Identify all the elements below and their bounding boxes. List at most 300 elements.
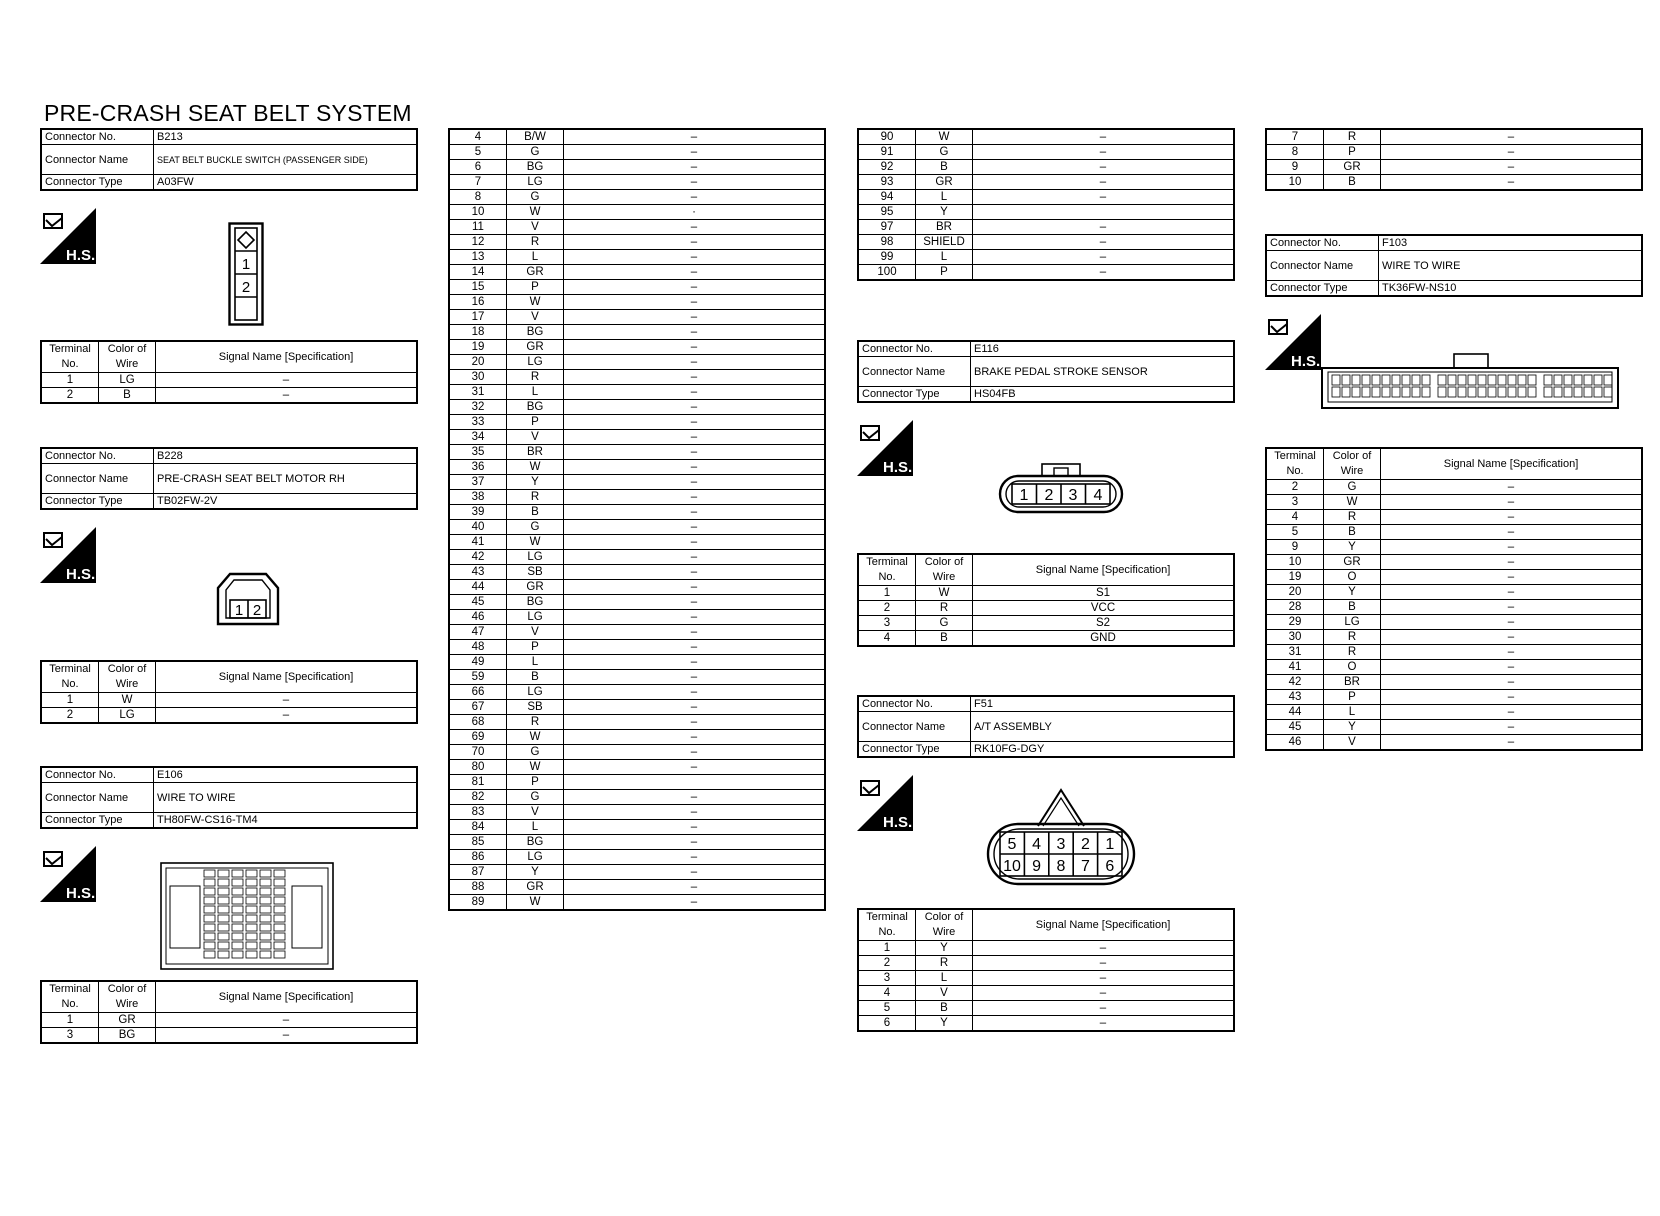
table-row (858, 175, 1234, 190)
pin-label: 3 (1056, 836, 1066, 853)
signal-cell: – (156, 708, 418, 724)
signal-cell: – (156, 373, 418, 388)
terminal-cavity (204, 924, 215, 931)
terminal-cavity (218, 897, 229, 904)
terminal-cavity (1518, 375, 1526, 385)
color-cell: V (507, 430, 564, 445)
hs-text: H.S. (883, 459, 913, 476)
terminal-cavity (1488, 375, 1496, 385)
table-row (858, 250, 1234, 265)
connector-no-label: Connector No. (1266, 235, 1379, 251)
color-of-wire-header: Color of Wire (916, 909, 973, 941)
color-cell: L (916, 971, 973, 986)
signal-name-header: Signal Name [Specification] (156, 661, 418, 693)
terminal-cell: 1 (41, 373, 99, 388)
terminal-cell: 41 (1266, 660, 1324, 675)
terminal-cell: 42 (449, 550, 507, 565)
terminal-cavity (1564, 387, 1572, 397)
connector-name-label: Connector Name (41, 145, 154, 175)
hs-badge-icon (40, 846, 96, 902)
color-cell: L (507, 655, 564, 670)
signal-cell: – (156, 1028, 418, 1044)
connector-type-label: Connector Type (41, 494, 154, 510)
signal-cell: – (1381, 495, 1643, 510)
terminal-cavity (246, 951, 257, 958)
color-cell: Y (916, 1016, 973, 1032)
pin-label: 1 (1105, 836, 1115, 853)
terminal-cavity (246, 924, 257, 931)
signal-name-header: Signal Name [Specification] (973, 909, 1235, 941)
terminal-cavity (232, 879, 243, 886)
connector-e106-face (160, 862, 334, 970)
signal-cell: – (973, 986, 1235, 1001)
terminal-cell: 4 (449, 129, 507, 145)
terminal-cavity (1584, 375, 1592, 385)
connector-info-f103 (1265, 234, 1643, 297)
terminal-cell: 85 (449, 835, 507, 850)
table-row (858, 129, 1234, 145)
terminal-cell: 67 (449, 700, 507, 715)
color-cell: GR (99, 1013, 156, 1028)
table-row (449, 895, 825, 911)
terminal-cavity (1544, 375, 1552, 385)
color-cell: L (507, 385, 564, 400)
terminal-cell: 94 (858, 190, 916, 205)
table-row (1266, 175, 1642, 191)
signal-cell: – (564, 685, 826, 700)
connector-name-value: PRE-CRASH SEAT BELT MOTOR RH (154, 464, 418, 494)
terminal-cavity (246, 888, 257, 895)
terminal-cell: 49 (449, 655, 507, 670)
terminal-cavity (246, 897, 257, 904)
color-cell: G (916, 145, 973, 160)
terminal-cell: 45 (1266, 720, 1324, 735)
terminal-cavity (246, 870, 257, 877)
signal-cell: – (973, 129, 1235, 145)
terminal-cavity (246, 915, 257, 922)
color-cell: GR (507, 265, 564, 280)
terminal-cavity (218, 933, 229, 940)
terminal-cell: 1 (858, 586, 916, 601)
terminal-cavity (1342, 387, 1350, 397)
table-row (449, 865, 825, 880)
color-cell: BG (99, 1028, 156, 1044)
table-row (449, 715, 825, 730)
table-row (449, 850, 825, 865)
signal-cell: – (564, 490, 826, 505)
terminal-cell: 3 (41, 1028, 99, 1044)
terminal-cell: 48 (449, 640, 507, 655)
terminal-cavity (232, 933, 243, 940)
pin-label: 5 (1007, 836, 1017, 853)
terminal-cell: 46 (1266, 735, 1324, 751)
color-cell: B (507, 670, 564, 685)
terminal-cell: 8 (449, 190, 507, 205)
signal-cell: – (564, 460, 826, 475)
terminal-cavity (1352, 375, 1360, 385)
terminal-cell: 7 (1266, 129, 1324, 145)
table-row (41, 1028, 417, 1044)
table-row (449, 250, 825, 265)
table-row (41, 388, 417, 404)
color-cell: G (507, 145, 564, 160)
signal-cell: – (564, 715, 826, 730)
signal-name-header: Signal Name [Specification] (156, 981, 418, 1013)
pin-label: 7 (1080, 858, 1090, 875)
connector-no-value: B228 (154, 448, 418, 464)
terminal-cell: 12 (449, 235, 507, 250)
connector-info-b213 (40, 128, 418, 191)
color-cell: W (1324, 495, 1381, 510)
table-row (449, 625, 825, 640)
connector-name-value: A/T ASSEMBLY (971, 712, 1235, 742)
terminal-no-header: Terminal No. (41, 341, 99, 373)
table-row (449, 145, 825, 160)
terminal-cell: 84 (449, 820, 507, 835)
color-cell: W (507, 760, 564, 775)
terminal-cavity (274, 870, 285, 877)
signal-cell: – (1381, 570, 1643, 585)
hs-badge-icon (857, 775, 913, 831)
terminal-cell: 36 (449, 460, 507, 475)
terminal-cavity (1392, 387, 1400, 397)
terminal-cell: 3 (858, 971, 916, 986)
e106-terminal-list-continued (857, 128, 1235, 281)
signal-cell: – (564, 280, 826, 295)
color-cell: L (1324, 705, 1381, 720)
color-cell: G (507, 790, 564, 805)
terminal-cell: 32 (449, 400, 507, 415)
connector-type-value: TB02FW-2V (154, 494, 418, 510)
table-row (449, 295, 825, 310)
terminal-table-b228 (40, 660, 418, 724)
table-row (858, 986, 1234, 1001)
terminal-cavity (274, 951, 285, 958)
terminal-cell: 9 (1266, 160, 1324, 175)
terminal-cavity (274, 897, 285, 904)
terminal-cavity (1554, 375, 1562, 385)
terminal-cavity (1594, 375, 1602, 385)
terminal-cell: 4 (858, 986, 916, 1001)
color-cell: LG (507, 610, 564, 625)
color-cell: LG (99, 708, 156, 724)
terminal-cavity (1458, 375, 1466, 385)
terminal-cell: 99 (858, 250, 916, 265)
signal-cell: – (564, 625, 826, 640)
color-cell: P (507, 775, 564, 790)
color-cell: B (916, 1001, 973, 1016)
terminal-cavity (1488, 387, 1496, 397)
signal-name-header: Signal Name [Specification] (156, 341, 418, 373)
color-cell: V (507, 220, 564, 235)
color-cell: BG (507, 835, 564, 850)
table-row (858, 616, 1234, 631)
hs-badge-icon (40, 208, 96, 264)
table-row (1266, 480, 1642, 495)
terminal-cavity (218, 906, 229, 913)
signal-cell: – (1381, 720, 1643, 735)
terminal-cavity (274, 942, 285, 949)
terminal-no-header: Terminal No. (858, 909, 916, 941)
color-cell: LG (507, 685, 564, 700)
color-cell: R (507, 490, 564, 505)
signal-cell: – (564, 850, 826, 865)
color-cell: V (916, 986, 973, 1001)
terminal-cell: 30 (449, 370, 507, 385)
terminal-cell: 34 (449, 430, 507, 445)
terminal-cell: 81 (449, 775, 507, 790)
terminal-cell: 87 (449, 865, 507, 880)
color-cell: BR (507, 445, 564, 460)
pin-label: 9 (1032, 858, 1042, 875)
table-row (858, 941, 1234, 956)
color-of-wire-header: Color of Wire (99, 981, 156, 1013)
color-cell: R (507, 235, 564, 250)
color-cell: BG (507, 325, 564, 340)
terminal-cell: 20 (449, 355, 507, 370)
table-row (1266, 510, 1642, 525)
color-cell: P (507, 280, 564, 295)
terminal-cell: 86 (449, 850, 507, 865)
color-cell: Y (916, 205, 973, 220)
signal-cell: GND (973, 631, 1235, 647)
signal-cell: – (1381, 675, 1643, 690)
color-cell: LG (1324, 615, 1381, 630)
connector-info-e106 (40, 766, 418, 829)
terminal-cell: 16 (449, 295, 507, 310)
signal-cell: – (564, 265, 826, 280)
color-cell: G (507, 520, 564, 535)
color-cell: Y (1324, 720, 1381, 735)
terminal-cavity (204, 906, 215, 913)
connector-type-value: RK10FG-DGY (971, 742, 1235, 758)
terminal-cell: 3 (1266, 495, 1324, 510)
signal-cell: – (564, 370, 826, 385)
signal-cell: – (564, 145, 826, 160)
table-row (449, 820, 825, 835)
color-cell: O (1324, 570, 1381, 585)
connector-no-value: B213 (154, 129, 418, 145)
terminal-cavity (1372, 387, 1380, 397)
terminal-cavity (274, 906, 285, 913)
hs-badge-icon (857, 420, 913, 476)
terminal-cavity (1332, 387, 1340, 397)
signal-cell (973, 205, 1235, 220)
signal-cell: – (564, 385, 826, 400)
terminal-cavity (1468, 387, 1476, 397)
terminal-cell: 13 (449, 250, 507, 265)
color-cell: W (507, 895, 564, 911)
color-cell: LG (507, 175, 564, 190)
table-row (1266, 495, 1642, 510)
hs-text: H.S. (66, 885, 96, 902)
signal-cell: – (564, 295, 826, 310)
terminal-cavity (1372, 375, 1380, 385)
terminal-cell: 5 (449, 145, 507, 160)
connector-no-label: Connector No. (41, 448, 154, 464)
table-row (858, 956, 1234, 971)
signal-cell: – (973, 220, 1235, 235)
signal-cell: – (1381, 129, 1643, 145)
terminal-cell: 98 (858, 235, 916, 250)
terminal-cell: 68 (449, 715, 507, 730)
terminal-cell: 42 (1266, 675, 1324, 690)
terminal-no-header: Terminal No. (858, 554, 916, 586)
terminal-cell: 4 (1266, 510, 1324, 525)
pin-label: 1 (234, 602, 244, 619)
f51-terminal-list-continued (1265, 128, 1643, 191)
terminal-cavity (1422, 375, 1430, 385)
table-row (41, 693, 417, 708)
color-cell: R (916, 601, 973, 616)
table-row (449, 445, 825, 460)
table-row (1266, 600, 1642, 615)
signal-cell: – (973, 941, 1235, 956)
color-cell: L (916, 190, 973, 205)
signal-cell: VCC (973, 601, 1235, 616)
table-row (449, 175, 825, 190)
table-row (449, 700, 825, 715)
terminal-cell: 11 (449, 220, 507, 235)
terminal-cell: 7 (449, 175, 507, 190)
color-cell: GR (1324, 555, 1381, 570)
terminal-cavity (274, 888, 285, 895)
terminal-cavity (1402, 375, 1410, 385)
color-cell: LG (507, 850, 564, 865)
hs-text: H.S. (66, 247, 96, 264)
signal-cell: – (973, 190, 1235, 205)
terminal-cell: 93 (858, 175, 916, 190)
terminal-cavity (218, 951, 229, 958)
connector-info-f51 (857, 695, 1235, 758)
signal-cell: – (1381, 600, 1643, 615)
terminal-cavity (246, 879, 257, 886)
signal-cell: – (1381, 585, 1643, 600)
terminal-cavity (1528, 387, 1536, 397)
color-cell: W (507, 295, 564, 310)
signal-cell: – (564, 175, 826, 190)
table-row (858, 971, 1234, 986)
terminal-cavity (1498, 387, 1506, 397)
terminal-cell: 18 (449, 325, 507, 340)
table-row (858, 1016, 1234, 1032)
terminal-cell: 20 (1266, 585, 1324, 600)
terminal-cell: 8 (1266, 145, 1324, 160)
color-cell: GR (507, 580, 564, 595)
terminal-table-f103 (1265, 447, 1643, 751)
color-cell: BR (916, 220, 973, 235)
table-row (449, 385, 825, 400)
signal-cell: – (156, 1013, 418, 1028)
terminal-cavity (1448, 387, 1456, 397)
table-row (449, 835, 825, 850)
signal-cell: – (1381, 705, 1643, 720)
color-cell: BG (507, 595, 564, 610)
terminal-cavity (274, 924, 285, 931)
table-row (858, 631, 1234, 647)
terminal-cell: 5 (858, 1001, 916, 1016)
color-cell: LG (507, 355, 564, 370)
terminal-cell: 17 (449, 310, 507, 325)
pin-label: 8 (1056, 858, 1066, 875)
table-row (858, 145, 1234, 160)
terminal-cavity (1574, 387, 1582, 397)
table-row (1266, 675, 1642, 690)
connector-type-label: Connector Type (1266, 281, 1379, 297)
terminal-cavity (260, 870, 271, 877)
color-cell: LG (99, 373, 156, 388)
terminal-cavity (218, 870, 229, 877)
connector-name-value: WIRE TO WIRE (1379, 251, 1643, 281)
color-of-wire-header: Color of Wire (99, 341, 156, 373)
signal-cell: – (564, 835, 826, 850)
color-cell: Y (507, 475, 564, 490)
pin-label: 10 (1003, 858, 1021, 875)
connector-info-b228 (40, 447, 418, 510)
signal-cell: – (564, 805, 826, 820)
connector-name-label: Connector Name (858, 357, 971, 387)
terminal-cell: 80 (449, 760, 507, 775)
signal-cell: – (1381, 690, 1643, 705)
terminal-cavity (1528, 375, 1536, 385)
color-cell: V (507, 310, 564, 325)
table-row (41, 708, 417, 724)
terminal-cell: 35 (449, 445, 507, 460)
signal-cell: – (564, 655, 826, 670)
color-cell: R (507, 715, 564, 730)
terminal-cell: 5 (1266, 525, 1324, 540)
terminal-cavity (1468, 375, 1476, 385)
terminal-cavity (260, 915, 271, 922)
signal-cell: – (1381, 630, 1643, 645)
pin-label: 1 (241, 256, 251, 273)
terminal-cavity (1478, 387, 1486, 397)
signal-cell: – (1381, 645, 1643, 660)
terminal-cell: 46 (449, 610, 507, 625)
terminal-cavity (204, 879, 215, 886)
signal-cell: – (564, 760, 826, 775)
terminal-cell: 38 (449, 490, 507, 505)
signal-cell: – (156, 693, 418, 708)
color-cell: G (507, 190, 564, 205)
terminal-cell: 2 (41, 388, 99, 404)
terminal-cavity (260, 933, 271, 940)
table-row (1266, 585, 1642, 600)
connector-name-label: Connector Name (41, 783, 154, 813)
connector-no-value: F51 (971, 696, 1235, 712)
table-row (449, 730, 825, 745)
connector-e116-face (998, 462, 1124, 516)
terminal-cavity (246, 942, 257, 949)
pin-label: 2 (1080, 836, 1090, 853)
terminal-cavity (1508, 387, 1516, 397)
table-row (449, 280, 825, 295)
pin-label: 2 (1044, 487, 1054, 504)
terminal-cavity (1564, 375, 1572, 385)
terminal-cavity (260, 942, 271, 949)
color-of-wire-header: Color of Wire (1324, 448, 1381, 480)
terminal-cell: 2 (1266, 480, 1324, 495)
pin-label: 6 (1105, 858, 1115, 875)
terminal-cell: 45 (449, 595, 507, 610)
connector-info-e116 (857, 340, 1235, 403)
terminal-cavity (1412, 375, 1420, 385)
signal-cell: S2 (973, 616, 1235, 631)
signal-cell: – (973, 265, 1235, 281)
connector-no-label: Connector No. (41, 767, 154, 783)
signal-cell: – (1381, 660, 1643, 675)
signal-cell: – (564, 820, 826, 835)
